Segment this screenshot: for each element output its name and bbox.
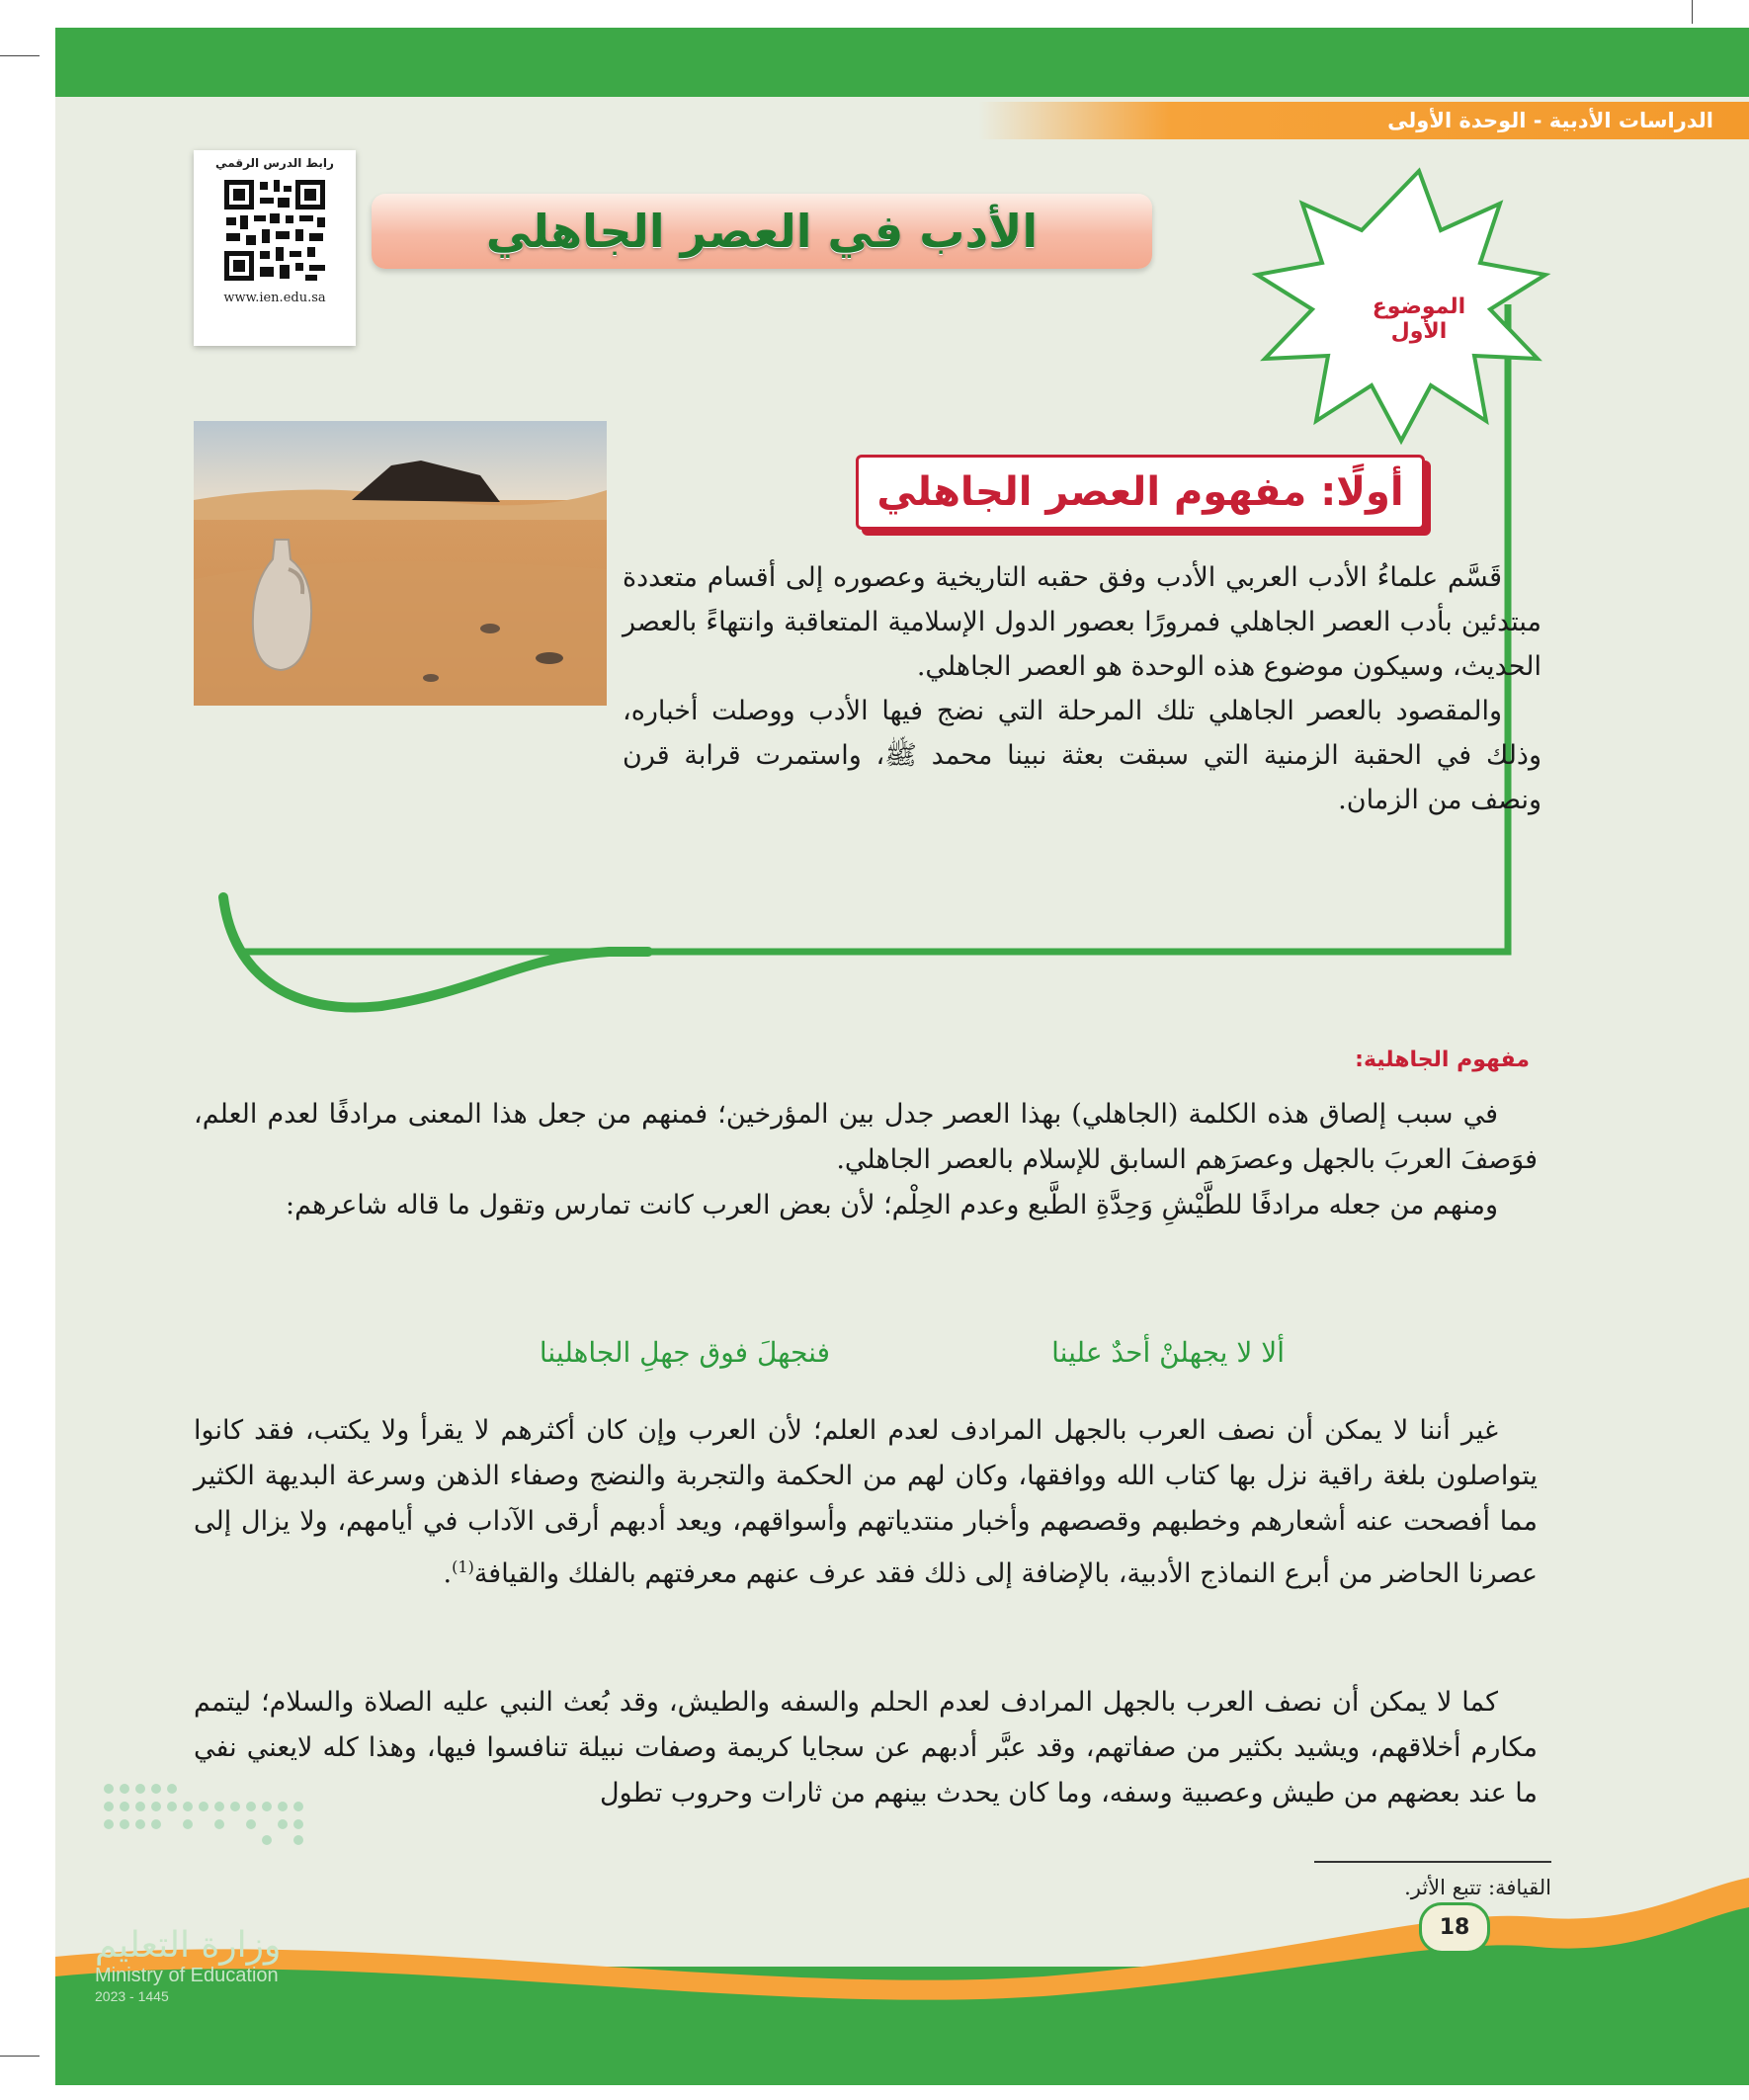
ministry-arabic: وزارة التعليم (95, 1925, 282, 1966)
body-paragraph-3 (194, 1408, 1538, 1597)
qr-code-icon[interactable] (220, 176, 329, 285)
page-number: 18 (1419, 1902, 1490, 1954)
unit-label: الدراسات الأدبية - الوحدة الأولى (1387, 109, 1713, 132)
verse-second-hemistich: فنجهلَ فوق جهلِ الجاهلينا (539, 1336, 830, 1369)
qr-caption: رابط الدرس الرقمي (215, 156, 334, 170)
ministry-dots-logo (99, 1779, 316, 1848)
ministry-english: Ministry of Education (95, 1965, 279, 1986)
qr-code-card[interactable] (194, 150, 356, 346)
after-verse-text (194, 1408, 1538, 1597)
section-heading-box (856, 455, 1425, 530)
footnote-divider (1314, 1861, 1551, 1863)
verse-first-hemistich: ألا لا يجهلنْ أحدٌ علينا (1051, 1336, 1285, 1369)
closing-text (194, 1680, 1538, 1816)
jahiliyya-subheading: مفهوم الجاهلية: (1355, 1048, 1530, 1072)
crop-mark (0, 2056, 40, 2057)
footnote: القيافة: تتبع الأثر. (1404, 1876, 1551, 1899)
jahiliyya-text (194, 1092, 1538, 1228)
lesson-title: الأدب في العصر الجاهلي (485, 205, 1039, 258)
body-paragraph-2: ومنهم من جعله مرادفًا للطَّيْشِ وَحِدَّةِ الطَّبع وعدم الحِلْم؛ لأن بعض العرب كانت تمارس وتقول ما قاله شاعرهم: (286, 1190, 1498, 1220)
qr-url[interactable]: www.ien.edu.sa (223, 291, 326, 305)
paragraph-3-period: . (443, 1558, 453, 1589)
crop-mark (1692, 0, 1693, 24)
footnote-ref[interactable]: (1) (452, 1557, 474, 1576)
section-heading: أولًا: مفهوم العصر الجاهلي (876, 469, 1404, 515)
desert-tent-photo (194, 421, 607, 706)
ministry-year: 2023 - 1445 (95, 1988, 169, 2004)
lesson-title-banner (372, 194, 1152, 269)
body-paragraph-4: كما لا يمكن أن نصف العرب بالجهل المرادف لعدم الحلم والسفه والطيش، وقد بُعث النبي عليه الصلاة والسلام؛ ليتمم مكارم أخلاقهم، ويشيد بكثير من صفاتهم، وقد عبَّر أدبهم عن سجايا كريمة وصفات نبيلة تنافسوا فيها، وهذا كله لايعني نفي ما عند بعضهم من طيش وعصبية وسفه، وما كان يحدث بينهم من ثارات وحروب تطول (194, 1687, 1538, 1808)
intro-text (623, 555, 1541, 822)
intro-paragraph-1: قَسَّم علماءُ الأدب العربي الأدب وفق حقبه التاريخية وعصوره إلى أقسام متعددة مبتدئين بأدب العصر الجاهلي فمرورًا بعصور الدول الإسلامية المتعاقبة وانتهاءً بالعصر الحديث، وسيكون موضوع هذه الوحدة هو العصر الجاهلي. (623, 562, 1541, 682)
topic-badge-label: الموضوع الأول (1372, 294, 1466, 344)
body-paragraph-3-text: غير أننا لا يمكن أن نصف العرب بالجهل المرادف لعدم العلم؛ لأن العرب وإن كان أكثرهم لا يقرأ ولا يكتب، فقد كانوا يتواصلون بلغة راقية نزل بها كتاب الله ووافقها، وكان لهم من الحكمة والتجربة والنضج وصفاء الذهن وسرعة البديهة الكثير مما أفصحت عنه أشعارهم وخطبهم وقصصهم وأخبار منتدياتهم وأسواقهم، ويعد أدبهم أرقى الآداب في أيامهم، ولا يزال إلى عصرنا الحاضر من أبرع النماذج الأدبية، بالإضافة إلى ذلك فقد عرف عنهم معرفتهم بالفلك والقيافة (194, 1415, 1538, 1589)
body-paragraph-1: في سبب إلصاق هذه الكلمة (الجاهلي) بهذا العصر جدل بين المؤرخين؛ فمنهم من جعل هذا المعنى مرادفًا لعدم العلم، فوَصفَ العربَ بالجهل وعصرَهم السابق للإسلام بالعصر الجاهلي. (194, 1099, 1538, 1175)
intro-paragraph-2: والمقصود بالعصر الجاهلي تلك المرحلة التي نضج فيها الأدب ووصلت أخباره، وذلك في الحقبة الزمنية التي سبقت بعثة نبينا محمد ﷺ، واستمرت قرابة قرن ونصف من الزمان. (623, 696, 1541, 815)
crop-mark (0, 55, 40, 56)
